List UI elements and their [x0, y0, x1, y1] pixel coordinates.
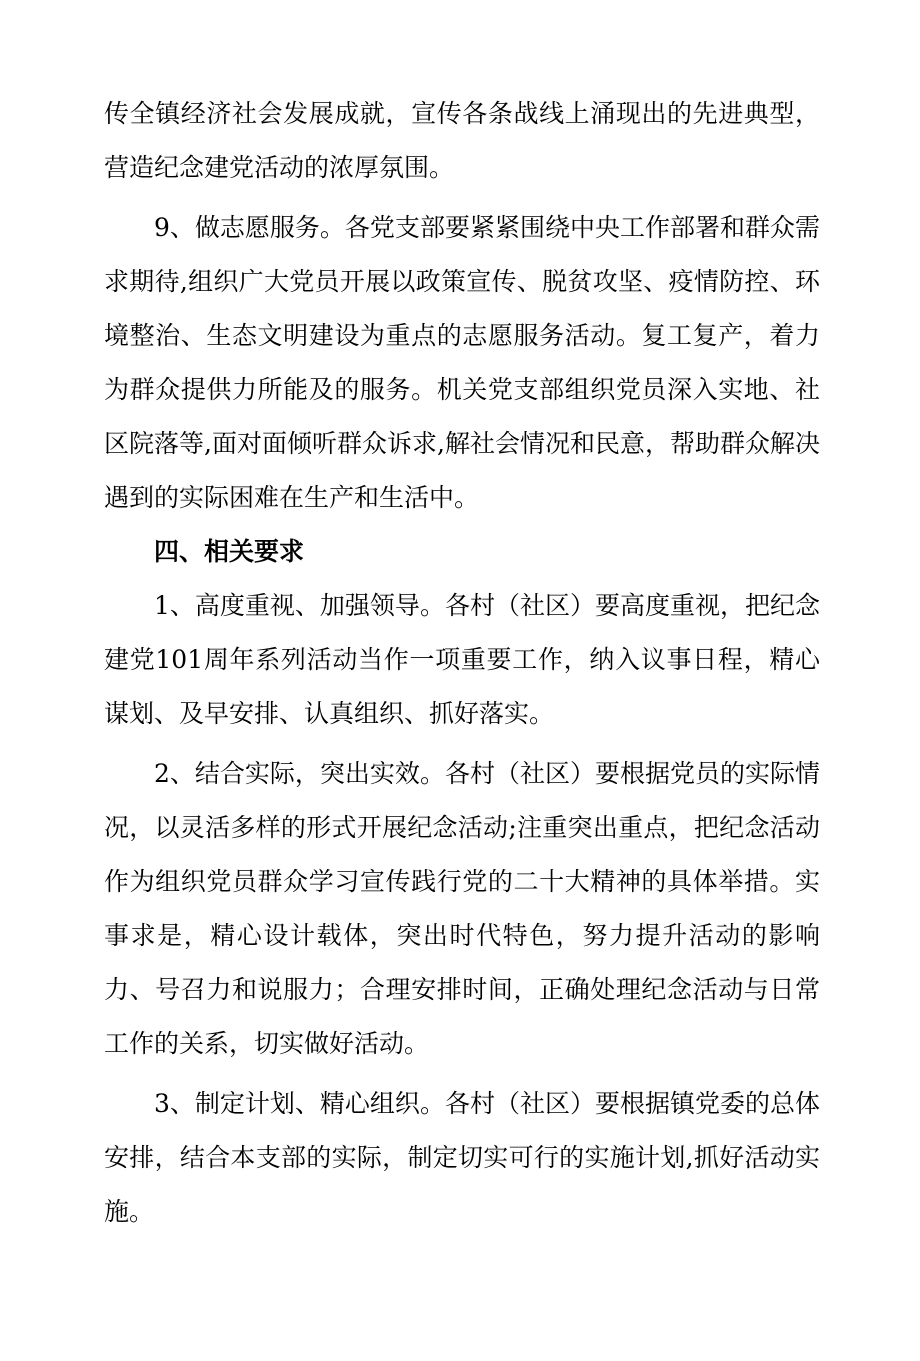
paragraph-requirement-3: 3、制定计划、精心组织。各村（社区）要根据镇党委的总体安排，结合本支部的实际，制定切实可行的实施计划,抓好活动实施。	[104, 1089, 820, 1226]
paragraph-continuation: 传全镇经济社会发展成就，宣传各条战线上涌现出的先进典型，营造纪念建党活动的浓厚氛围。	[104, 99, 820, 182]
paragraph-requirement-2: 2、结合实际，突出实效。各村（社区）要根据党员的实际情况，以灵活多样的形式开展纪念活动;注重突出重点，把纪念活动作为组织党员群众学习宣传践行党的二十大精神的具体举措。实事求是，精心设计载体，突出时代特色，努力提升活动的影响力、号召力和说服力；合理安排时间，正确处理纪念活动与日常工作的关系，切实做好活动。	[104, 759, 820, 1058]
paragraph-item-9: 9、做志愿服务。各党支部要紧紧围绕中央工作部署和群众需求期待,组织广大党员开展以政策宣传、脱贫攻坚、疫情防控、环境整治、生态文明建设为重点的志愿服务活动。复工复产，着力为群众提供力所能及的服务。机关党支部组织党员深入实地、社区院落等,面对面倾听群众诉求,解社会情况和民意，帮助群众解决遇到的实际困难在生产和生活中。	[104, 213, 820, 512]
paragraph-requirement-1: 1、高度重视、加强领导。各村（社区）要高度重视，把纪念建党101周年系列活动当作一项重要工作，纳入议事日程，精心谋划、及早安排、认真组织、抓好落实。	[104, 591, 820, 728]
document-page	[104, 87, 820, 1239]
section-heading-4: 四、相关要求	[154, 537, 305, 566]
